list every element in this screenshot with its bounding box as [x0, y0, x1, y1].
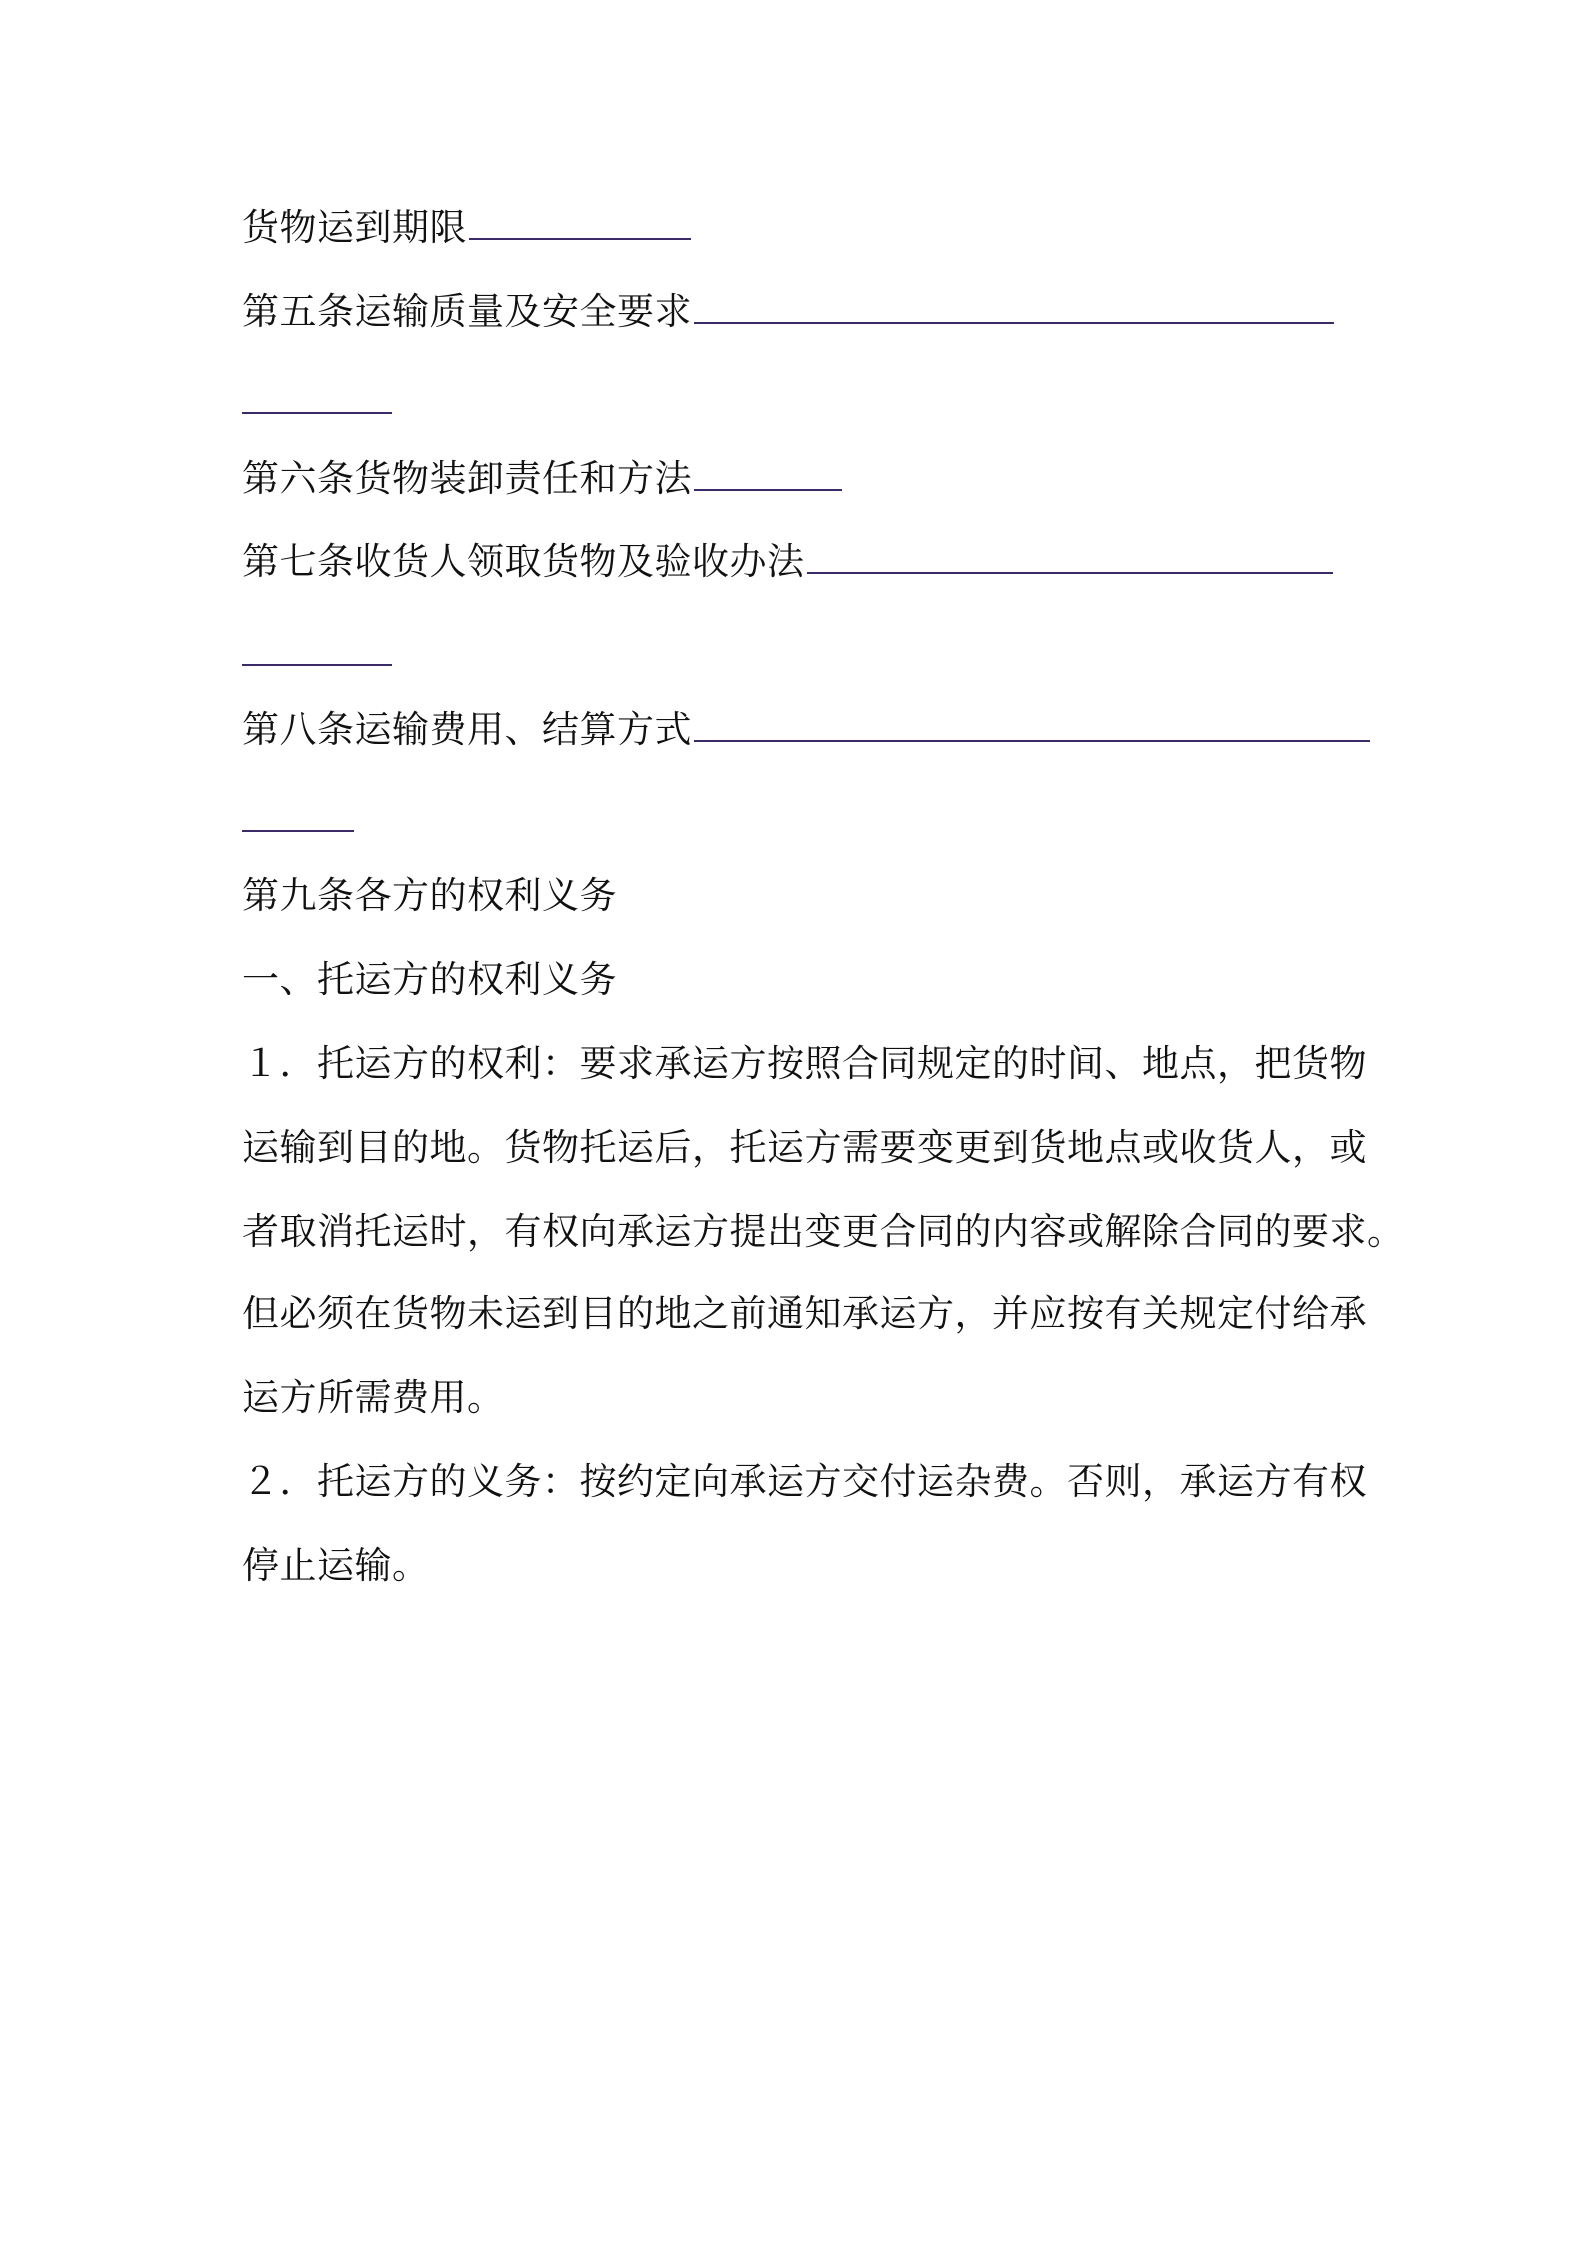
para-shipper-rights-line-4: 但必须在货物未运到目的地之前通知承运方，并应按有关规定付给承 — [242, 1292, 1367, 1335]
para-shipper-rights-line-5: 运方所需费用。 — [242, 1376, 505, 1419]
heading-shipper-rights-duties: 一、托运方的权利义务 — [242, 958, 617, 1001]
blank-article-5-continued[interactable] — [242, 412, 392, 414]
label-article-7: 第七条收货人领取货物及验收办法 — [242, 540, 805, 583]
para-shipper-rights-line-3: 者取消托运时，有权向承运方提出变更合同的内容或解除合同的要求。 — [242, 1210, 1405, 1253]
blank-article-8-continued[interactable] — [242, 830, 354, 832]
line-article-6 — [242, 455, 842, 503]
para-shipper-rights-line-1: １．托运方的权利：要求承运方按照合同规定的时间、地点，把货物 — [242, 1042, 1367, 1085]
blank-article-7[interactable] — [807, 571, 1333, 574]
blank-article-5[interactable] — [694, 321, 1334, 324]
line-article-5 — [242, 288, 1334, 336]
blank-delivery-deadline[interactable] — [469, 237, 691, 240]
blank-article-6[interactable] — [694, 488, 842, 491]
line-article-8 — [242, 706, 1370, 754]
heading-article-9: 第九条各方的权利义务 — [242, 874, 617, 917]
para-shipper-rights-line-2: 运输到目的地。货物托运后，托运方需要变更到货地点或收货人，或 — [242, 1126, 1367, 1169]
blank-article-7-continued[interactable] — [242, 664, 392, 666]
line-article-7 — [242, 538, 1333, 586]
label-article-6: 第六条货物装卸责任和方法 — [242, 457, 692, 500]
para-shipper-duties-line-1: ２．托运方的义务：按约定向承运方交付运杂费。否则，承运方有权 — [242, 1460, 1367, 1503]
line-delivery-deadline — [242, 204, 691, 252]
label-article-8: 第八条运输费用、结算方式 — [242, 708, 692, 751]
label-article-5: 第五条运输质量及安全要求 — [242, 290, 692, 333]
para-shipper-duties-line-2: 停止运输。 — [242, 1544, 430, 1587]
blank-article-8[interactable] — [694, 739, 1370, 742]
label-delivery-deadline: 货物运到期限 — [242, 206, 467, 249]
